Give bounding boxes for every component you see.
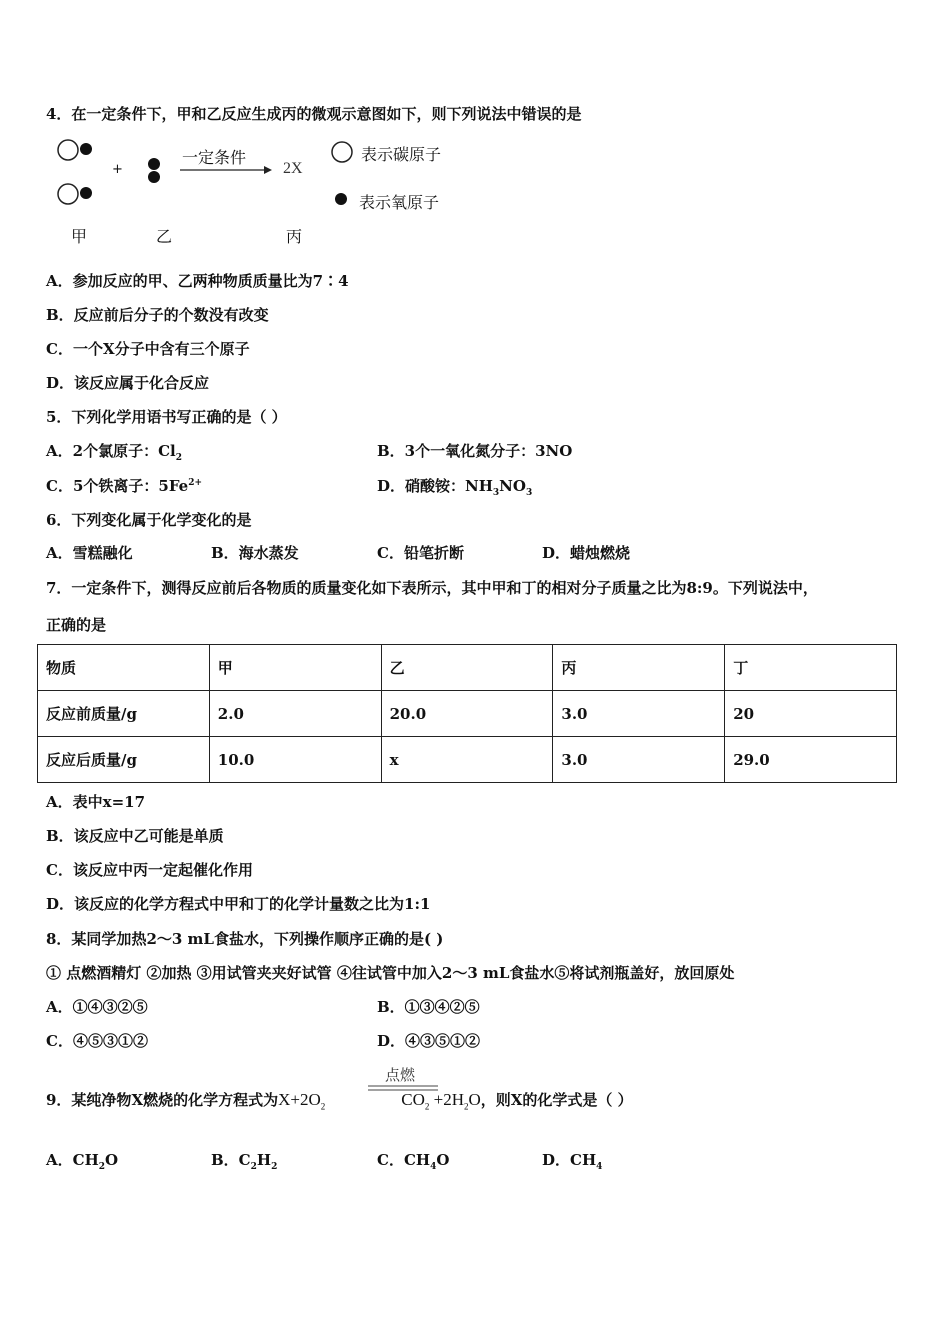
table-cell: 20.0 xyxy=(381,691,553,737)
q6-option-d: D．蜡烛燃烧 xyxy=(542,544,631,562)
equation-right: $CO_2 +2H_2O$ xyxy=(401,1090,481,1112)
legend-oxygen-icon xyxy=(335,193,347,205)
table-cell: 乙 xyxy=(381,645,553,691)
table-cell: 2.0 xyxy=(209,691,381,737)
oxygen-atom-icon xyxy=(80,143,92,155)
carbon-atom-icon xyxy=(58,184,78,204)
table-cell: 3.0 xyxy=(553,691,725,737)
oxygen-atom-icon xyxy=(148,171,160,183)
q7-option-c: C．该反应中丙一定起催化作用 xyxy=(46,861,253,879)
q8-option-d: D．④③⑤①② xyxy=(377,1032,481,1050)
q5-option-b: B．3个一氧化氮分子：3NO xyxy=(377,442,573,460)
q4-option-d: D．该反应属于化合反应 xyxy=(46,374,210,392)
product-2x: 2X xyxy=(283,160,303,177)
q5-option-c: C．5个铁离子：$5Fe^{2+}$ xyxy=(46,477,202,495)
q9-option-d: D．$CH_4$ xyxy=(542,1151,603,1172)
table-cell: x xyxy=(381,737,553,783)
q5-option-d: D．硝酸铵：$NH_3NO_3$ xyxy=(377,477,533,498)
table-row xyxy=(38,691,897,737)
table-cell: 反应后质量/g xyxy=(38,737,210,783)
oxygen-atom-icon xyxy=(80,187,92,199)
table-cell: 甲 xyxy=(209,645,381,691)
q4-option-b: B．反应前后分子的个数没有改变 xyxy=(46,306,269,324)
table-cell: 丙 xyxy=(553,645,725,691)
arrow-head-icon xyxy=(264,166,272,174)
legend-carbon-icon xyxy=(332,142,352,162)
table-cell: 29.0 xyxy=(725,737,897,783)
q6-stem: 6．下列变化属于化学变化的是 xyxy=(46,511,252,529)
q9-option-c: C．$CH_4O$ xyxy=(377,1151,450,1172)
plus-sign: + xyxy=(112,162,123,177)
label-yi: 乙 xyxy=(156,227,173,246)
q7-stem-line1: 7．一定条件下，测得反应前后各物质的质量变化如下表所示，其中甲和丁的相对分子质量之比为8:9。下列说法中， xyxy=(46,579,818,597)
q6-option-c: C．铅笔折断 xyxy=(377,544,464,562)
q8-stem: 8．某同学加热2～3 mL食盐水，下列操作顺序正确的是( ) xyxy=(46,930,444,948)
table-cell: 物质 xyxy=(38,645,210,691)
q9-stem: 9．某纯净物X燃烧的化学方程式为$X+2O_2$ $CO_2 +2H_2O$，则X的化学式是（ ） xyxy=(46,1090,633,1112)
legend-carbon-label: 表示碳原子 xyxy=(361,145,442,164)
table-cell: 丁 xyxy=(725,645,897,691)
q6-option-a: A．雪糕融化 xyxy=(46,544,133,562)
q5-option-a: A．2个氯原子：$Cl_2$ xyxy=(46,442,182,463)
equation-left: $X+2O_2$ xyxy=(278,1090,326,1112)
q4-option-a: A．参加反应的甲、乙两种物质质量比为7∶4 xyxy=(46,272,349,290)
table-header-row xyxy=(38,645,897,691)
q7-option-a: A．表中x=17 xyxy=(46,793,146,811)
label-bing: 丙 xyxy=(286,227,303,246)
reaction-diagram xyxy=(46,130,486,250)
oxygen-atom-icon xyxy=(148,158,160,170)
legend-oxygen-label: 表示氧原子 xyxy=(359,193,440,212)
q9-option-a: A．$CH_2O$ xyxy=(46,1151,119,1172)
table-cell: 3.0 xyxy=(553,737,725,783)
table-row xyxy=(38,737,897,783)
table-cell: 20 xyxy=(725,691,897,737)
q4-stem: 4．在一定条件下，甲和乙反应生成丙的微观示意图如下，则下列说法中错误的是 xyxy=(46,105,582,123)
arrow-condition: 一定条件 xyxy=(182,148,247,167)
q6-option-b: B．海水蒸发 xyxy=(211,544,299,562)
q8-option-c: C．④⑤③①② xyxy=(46,1032,148,1050)
table-cell: 反应前质量/g xyxy=(38,691,210,737)
q4-option-c: C．一个X分子中含有三个原子 xyxy=(46,340,250,358)
reaction-condition: 点燃 xyxy=(385,1066,416,1084)
mass-table xyxy=(37,644,897,783)
q7-stem-line2: 正确的是 xyxy=(46,616,107,634)
q7-option-d: D．该反应的化学方程式中甲和丁的化学计量数之比为1:1 xyxy=(46,895,431,913)
carbon-atom-icon xyxy=(58,140,78,160)
table-cell: 10.0 xyxy=(209,737,381,783)
q5-stem: 5．下列化学用语书写正确的是（ ） xyxy=(46,408,287,426)
q9-option-b: B．$C_2H_2$ xyxy=(211,1151,278,1172)
q7-option-b: B．该反应中乙可能是单质 xyxy=(46,827,224,845)
q8-option-a: A．①④③②⑤ xyxy=(46,998,148,1016)
q8-steps: ① 点燃酒精灯 ②加热 ③用试管夹夹好试管 ④往试管中加入2～3 mL食盐水⑤将试剂瓶盖好，放回原处 xyxy=(46,964,735,982)
label-jia: 甲 xyxy=(71,227,88,246)
q8-option-b: B．①③④②⑤ xyxy=(377,998,480,1016)
